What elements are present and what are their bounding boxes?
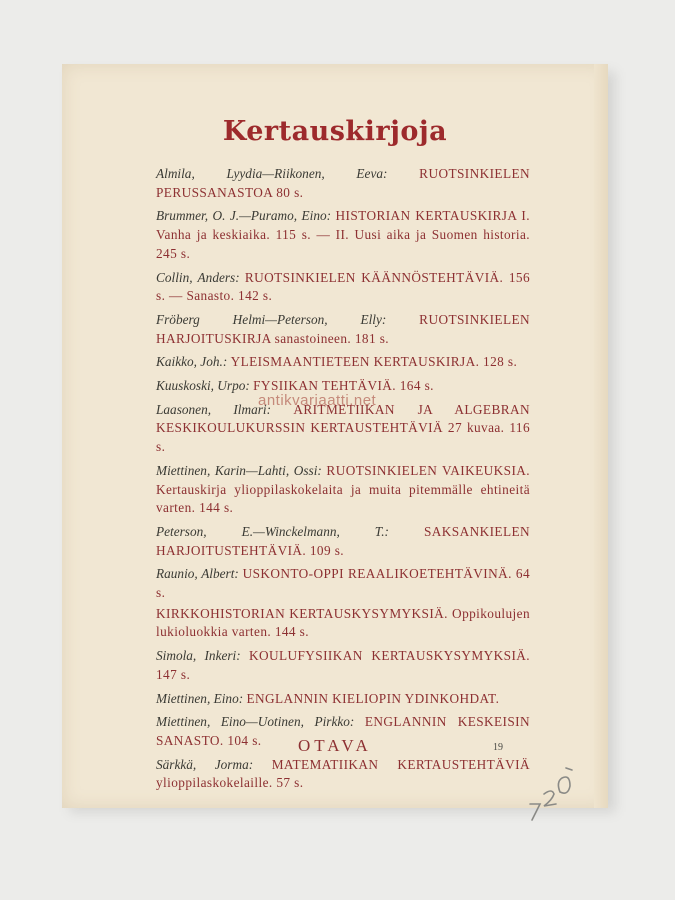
list-item: [156, 690, 530, 709]
book-back-cover: [62, 64, 608, 808]
list-item: [156, 311, 530, 348]
entry-author: Särkkä, Jorma:: [156, 756, 254, 772]
handwritten-price-mark: [522, 764, 578, 824]
list-item: [156, 269, 530, 306]
list-item: [156, 353, 530, 372]
entry-author: Raunio, Albert:: [156, 566, 239, 582]
list-item: [156, 605, 530, 642]
entry-text: YLEISMAANTIETEEN KERTAUSKIRJA. 128 s.: [230, 354, 518, 370]
entry-author: Kuuskoski, Urpo:: [156, 378, 250, 394]
publisher-name: OTAVA: [298, 736, 372, 755]
entry-author: Laasonen, Ilmari:: [156, 401, 272, 417]
entry-author: Almila, Lyydia—Riikonen, Eeva:: [156, 166, 388, 181]
entry-text: RUOTSINKIELEN PERUSSANASTOA 80 s.: [156, 166, 530, 200]
entry-author: Simola, Inkeri:: [156, 648, 241, 664]
entry-author: Brummer, O. J.—Puramo, Eino:: [156, 208, 332, 224]
entry-text: RUOTSINKIELEN HARJOITUSKIRJA sanastoineen. 181 s.: [156, 311, 530, 346]
list-item: [156, 165, 530, 202]
entry-text: USKONTO-OPPI REAALIKOETEHTÄVINÄ. 64 s.: [156, 566, 530, 601]
entry-text: KIRKKOHISTORIAN KERTAUSKYSYMYKSIÄ. Oppikoulujen lukioluokkia varten. 144 s.: [156, 605, 530, 640]
entry-author: Collin, Anders:: [156, 269, 240, 285]
page-number: 19: [493, 742, 503, 753]
list-item: [156, 462, 530, 518]
list-item: [156, 401, 530, 457]
entry-author: Miettinen, Karin—Lahti, Ossi:: [156, 462, 322, 478]
entry-author: Miettinen, Eino:: [156, 690, 244, 706]
entry-text: FYSIIKAN TEHTÄVIÄ. 164 s.: [253, 378, 434, 394]
list-item: [156, 207, 530, 263]
entry-author: Miettinen, Eino—Uotinen, Pirkko:: [156, 714, 355, 730]
page-title: Kertauskirjoja: [222, 116, 448, 147]
entry-text: ENGLANNIN KESKEISIN SANASTO. 104 s.: [156, 714, 530, 748]
entry-author: Fröberg Helmi—Peterson, Elly:: [156, 311, 387, 327]
book-list: [156, 165, 530, 798]
list-item: [156, 565, 530, 602]
entry-text: MATEMATIIKAN KERTAUSTEHTÄVIÄ ylioppilaskokelaille. 57 s.: [156, 756, 530, 791]
entry-text: SAKSANKIELEN HARJOITUSTEHTÄVIÄ. 109 s.: [156, 523, 530, 558]
list-item: [156, 647, 530, 684]
list-item: [156, 523, 530, 560]
list-item: [156, 756, 530, 793]
entry-text: KOULUFYSIIKAN KERTAUSKYSYMYKSIÄ. 147 s.: [156, 648, 531, 682]
entry-text: RUOTSINKIELEN KÄÄNNÖSTEHTÄVIÄ. 156 s. — Sanasto. 142 s.: [156, 269, 531, 304]
watermark-text: antikvariaatti.net: [258, 392, 377, 409]
entry-author: Peterson, E.—Winckelmann, T.:: [156, 523, 389, 539]
entry-text: ENGLANNIN KIELIOPIN YDINKOHDAT.: [246, 690, 500, 706]
book-spine-edge: [594, 64, 608, 808]
entry-text: RUOTSINKIELEN VAIKEUKSIA. Kertauskirja ylioppilaskokelaita ja muita pitemmälle ehtineitä varten. 144 s.: [156, 462, 530, 516]
entry-author: Kaikko, Joh.:: [156, 354, 228, 370]
entry-text: ARITMETIIKAN JA ALGEBRAN KESKIKOULUKURSSIN KERTAUSTEHTÄVIÄ 27 kuvaa. 116 s.: [156, 401, 530, 455]
entry-text: HISTORIAN KERTAUSKIRJA I. Vanha ja keskiaika. 115 s. — II. Uusi aika ja Suomen historia. 245 s.: [156, 208, 530, 261]
